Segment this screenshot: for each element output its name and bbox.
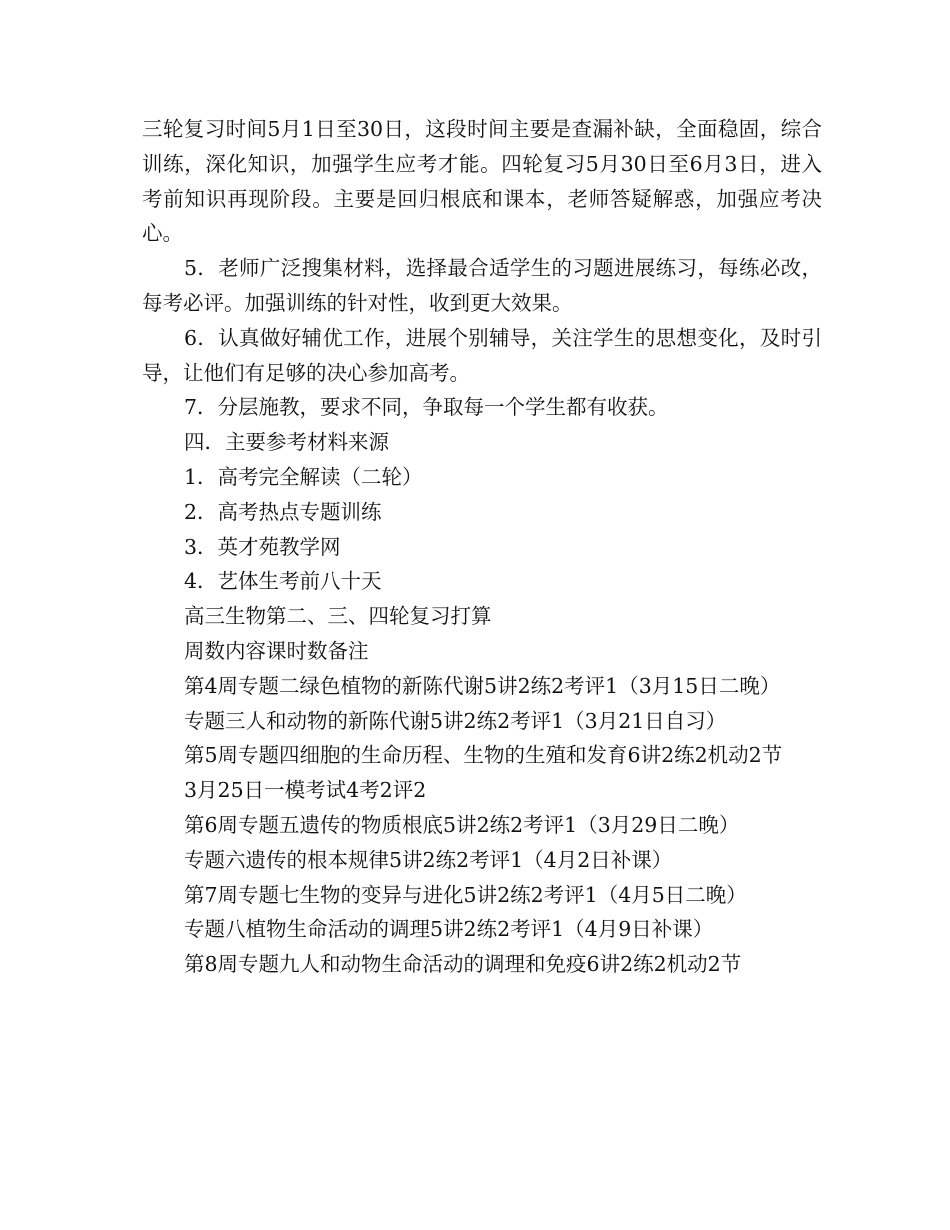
paragraph: 7．分层施教，要求不同，争取每一个学生都有收获。 (184, 395, 669, 420)
paragraph: 5．老师广泛搜集材料，选择最合适学生的习题进展练习，每练必改，每考必评。加强训练的针对性，收到更大效果。 (142, 256, 822, 315)
schedule-row: 3月25日一模考试4考2评2 (184, 778, 427, 803)
document-body (142, 112, 822, 982)
list-item: 1．高考完全解读（二轮） (184, 464, 423, 489)
section-heading: 四．主要参考材料来源 (184, 430, 389, 455)
schedule-row: 第5周专题四细胞的生命历程、生物的生殖和发育6讲2练2机动2节 (184, 743, 783, 768)
schedule-row: 专题六遗传的根本规律5讲2练2考评1（4月2日补课） (184, 847, 673, 872)
paragraph: 三轮复习时间5月1日至30日，这段时间主要是查漏补缺，全面稳固，综合训练，深化知识，加强学生应考才能。四轮复习5月30日至6月3日，进入考前知识再现阶段。主要是回归根底和课本，老师答疑解惑，加强应考决心。 (142, 117, 822, 246)
paragraph: 6．认真做好辅优工作，进展个别辅导，关注学生的思想变化，及时引导，让他们有足够的决心参加高考。 (142, 325, 822, 385)
schedule-row: 专题八植物生命活动的调理5讲2练2考评1（4月9日补课） (184, 917, 714, 942)
table-header: 周数内容课时数备注 (184, 638, 369, 663)
schedule-row: 专题三人和动物的新陈代谢5讲2练2考评1（3月21日自习） (184, 708, 727, 733)
schedule-row: 第7周专题七生物的变异与进化5讲2练2考评1（4月5日二晚） (184, 882, 747, 907)
list-item: 2．高考热点专题训练 (184, 499, 382, 524)
schedule-row: 第4周专题二绿色植物的新陈代谢5讲2练2考评1（3月15日二晚） (184, 673, 781, 698)
list-item: 3．英才苑教学网 (184, 534, 341, 559)
schedule-row: 第8周专题九人和动物生命活动的调理和免疫6讲2练2机动2节 (184, 952, 742, 977)
schedule-row: 第6周专题五遗传的物质根底5讲2练2考评1（3月29日二晚） (184, 812, 740, 837)
plan-title: 高三生物第二、三、四轮复习打算 (184, 604, 492, 629)
list-item: 4．艺体生考前八十天 (184, 569, 382, 594)
